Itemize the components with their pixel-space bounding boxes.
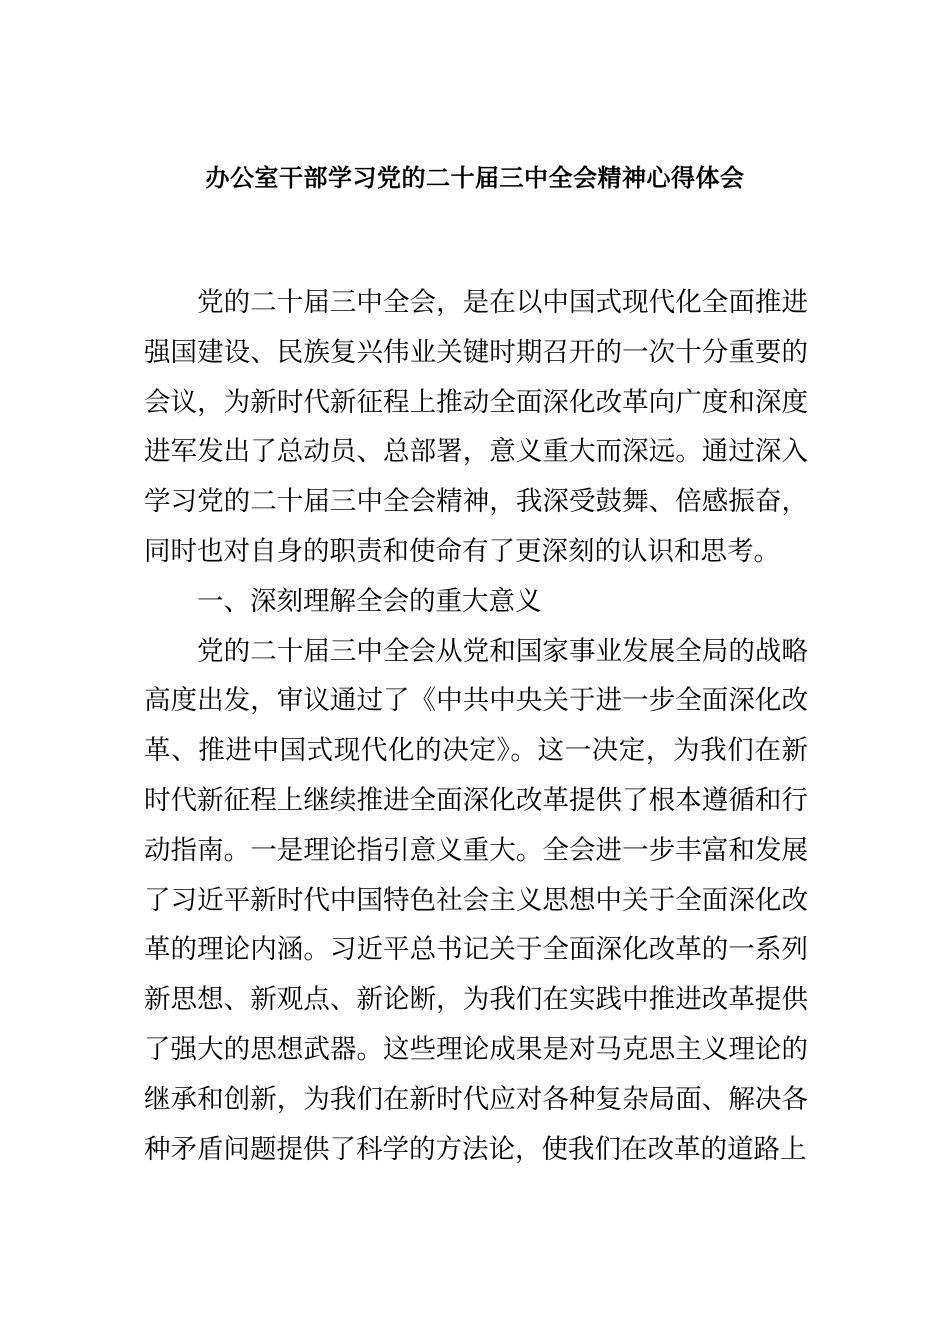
paragraph-intro: 党的二十届三中全会，是在以中国式现代化全面推进强国建设、民族复兴伟业关键时期召开的一次十分重要的会议，为新时代新征程上推动全面深化改革向广度和深度进军发出了总动员、总部署，意义重大而深远。通过深入学习党的二十届三中全会精神，我深受鼓舞、倍感振奋，同时也对自身的职责和使命有了更深刻的认识和思考。 [144,287,808,567]
section-heading-1: 一、深刻理解全会的重大意义 [197,585,542,617]
paragraph-significance: 党的二十届三中全会从党和国家事业发展全局的战略高度出发，审议通过了《中共中央关于进一步全面深化改革、推进中国式现代化的决定》。这一决定，为我们在新时代新征程上继续推进全面深化改革提供了根本遵循和行动指南。一是理论指引意义重大。全会进一步丰富和发展了习近平新时代中国特色社会主义思想中关于全面深化改革的理论内涵。习近平总书记关于全面深化改革的一系列新思想、新观点、新论断，为我们在实践中推进改革提供了强大的思想武器。这些理论成果是对马克思主义理论的继承和创新，为我们在新时代应对各种复杂局面、解决各种矛盾问题提供了科学的方法论，使我们在改革的道路上 [144,635,808,1165]
document-title: 办公室干部学习党的二十届三中全会精神心得体会 [205,164,745,192]
document-body [144,278,808,1174]
